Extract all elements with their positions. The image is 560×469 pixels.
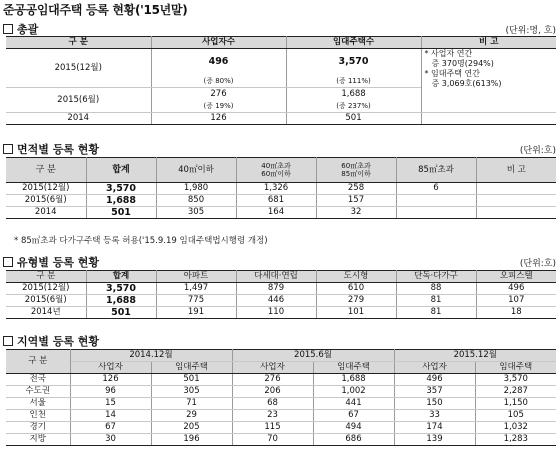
table-header-row: 구 분 사업자수 임대주택수 비 고 (6, 37, 556, 49)
page-title: 준공공임대주택 등록 현황('15년말) (3, 3, 188, 17)
table-row: 서울 15 71 68 441 150 1,150 (6, 398, 556, 410)
table-row: 2015(12월) 496 3,570 * 사업자 연간 증 370명(294%) * 임대주택 연간 증 3,069호(613%) (6, 49, 556, 75)
checkbox-icon (3, 257, 13, 267)
table-row: 수도권 96 305 206 1,002 357 2,287 (6, 386, 556, 398)
table-row: 2014 501 305 164 32 (6, 207, 556, 219)
table-row: 2014년 501 191 110 101 81 18 (6, 307, 556, 319)
table-row: 2015(6월) 1,688 850 681 157 (6, 195, 556, 207)
section-region-heading: 지역별 등록 현황 (3, 333, 99, 349)
section-area-heading: 면적별 등록 현황 (3, 141, 99, 157)
area-unit: (단위:호) (519, 146, 556, 156)
table-header-row: 구 분 합계 아파트 다세대·연립 도시형 단독·다가구 오피스텔 (6, 271, 556, 283)
type-unit: (단위:호) (519, 259, 556, 269)
table-row: (증 80%) (증 111%) (6, 74, 556, 87)
area-footnote: * 85㎡초과 다가구주택 등록 허용('15.9.19 임대주택법시행령 개정) (14, 236, 268, 246)
table-row: 2014 126 501 (6, 113, 556, 125)
section-summary-heading: 총괄 (3, 21, 38, 37)
table-header-row: 구 분 합계 40㎡이하 40㎡초과 60㎡이하 60㎡초과 85㎡이하 85㎡초과 비 고 (6, 158, 556, 183)
table-row: 전국 126 501 276 1,688 496 3,570 (6, 374, 556, 386)
table-row: 2015(12월) 3,570 1,497 879 610 88 496 (6, 283, 556, 295)
summary-table (6, 36, 556, 125)
table-row: 경기 67 205 115 494 174 1,032 (6, 422, 556, 434)
area-table (6, 157, 556, 219)
checkbox-icon (3, 24, 13, 34)
checkbox-icon (3, 336, 13, 346)
table-row: 인천 14 29 23 67 33 105 (6, 410, 556, 422)
summary-unit: (단위:명, 호) (505, 26, 556, 36)
region-table (6, 349, 556, 446)
table-row: 2015(12월) 3,570 1,980 1,326 258 6 (6, 183, 556, 195)
table-row: (증 19%) (증 237%) (6, 101, 556, 113)
table-row: 2015(6월) 1,688 775 446 279 81 107 (6, 295, 556, 307)
table-row: 지방 30 196 70 686 139 1,283 (6, 434, 556, 446)
table-header-row: 사업자 임대주택 사업자 임대주택 사업자 임대주택 (6, 362, 556, 374)
table-row: 2015(6월) 276 1,688 (6, 88, 556, 101)
section-type-heading: 유형별 등록 현황 (3, 254, 99, 270)
table-header-row: 구 분 2014.12월 2015.6월 2015.12월 (6, 350, 556, 362)
type-table (6, 270, 556, 319)
checkbox-icon (3, 144, 13, 154)
summary-remarks: * 사업자 연간 증 370명(294%) * 임대주택 연간 증 3,069호(613%) (421, 49, 556, 113)
